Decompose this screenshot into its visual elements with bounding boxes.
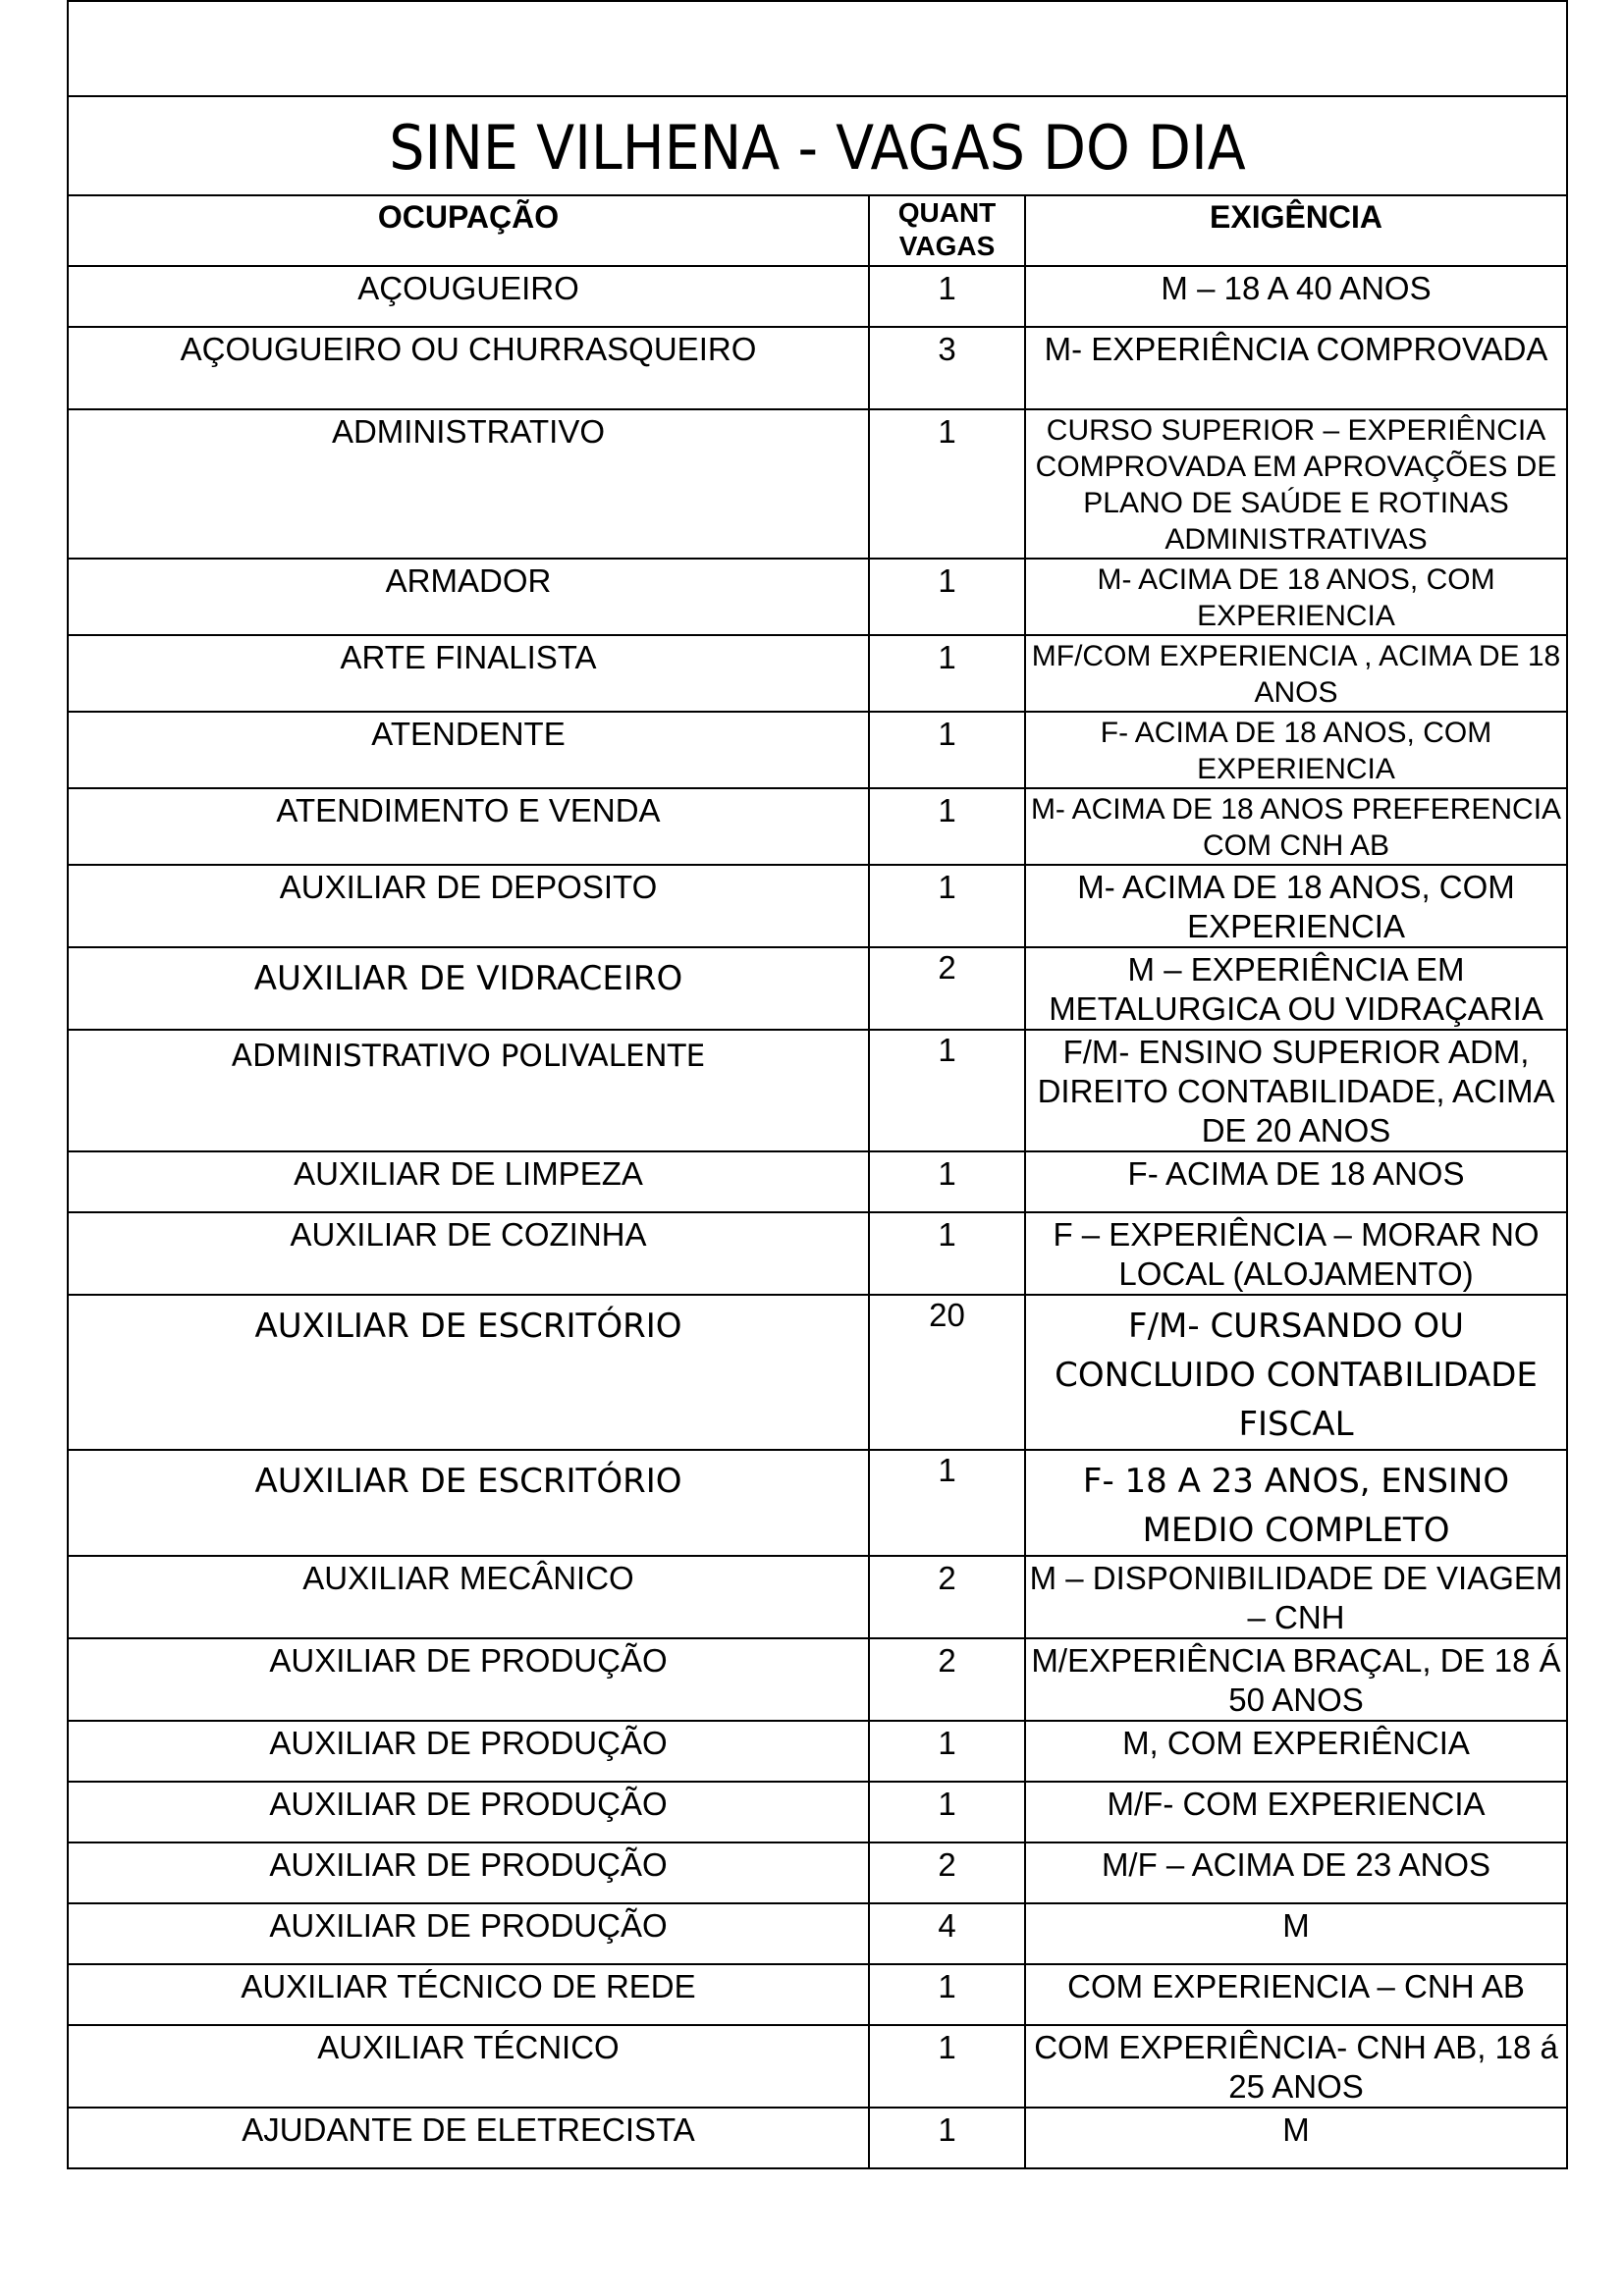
table-row [68, 2025, 1567, 2108]
table-row [68, 1842, 1567, 1903]
occupation-cell [68, 1721, 869, 1782]
requirement-text: M/F- COM EXPERIENCIA [1107, 1786, 1486, 1822]
requirement-text: COM EXPERIÊNCIA- CNH AB, 18 á 25 ANOS [1034, 2029, 1558, 2105]
header-row [68, 195, 1567, 266]
quantity-text: 1 [938, 716, 956, 752]
quantity-cell [869, 1295, 1025, 1450]
requirement-text: M – DISPONIBILIDADE DE VIAGEM – CNH [1029, 1560, 1563, 1635]
requirement-text: F- ACIMA DE 18 ANOS [1127, 1155, 1465, 1192]
table-row [68, 1295, 1567, 1450]
quantity-cell [869, 635, 1025, 712]
quantity-text: 1 [938, 1786, 956, 1822]
quantity-text: 1 [938, 2029, 956, 2065]
table-row [68, 1782, 1567, 1842]
quantity-cell [869, 1450, 1025, 1556]
occupation-text: AUXILIAR DE PRODUÇÃO [269, 1907, 668, 1944]
table-row [68, 1030, 1567, 1151]
table-row [68, 788, 1567, 865]
occupation-text: ARTE FINALISTA [340, 639, 597, 675]
requirement-cell [1025, 1030, 1567, 1151]
table-row [68, 327, 1567, 409]
occupation-text: AUXILIAR DE VIDRACEIRO [253, 959, 683, 998]
requirement-cell [1025, 1721, 1567, 1782]
occupation-cell [68, 1782, 869, 1842]
table-row [68, 1721, 1567, 1782]
occupation-cell [68, 712, 869, 788]
quantity-cell [869, 712, 1025, 788]
requirement-text: M- ACIMA DE 18 ANOS PREFERENCIA COM CNH AB [1030, 793, 1562, 862]
table-row [68, 2108, 1567, 2168]
requirement-cell [1025, 635, 1567, 712]
blank-top-row [68, 1, 1567, 96]
occupation-text: ADMINISTRATIVO POLIVALENTE [231, 1039, 706, 1074]
requirement-cell [1025, 1638, 1567, 1721]
quantity-text: 2 [938, 1560, 956, 1596]
quantity-cell [869, 788, 1025, 865]
quantity-text: 1 [938, 1155, 956, 1192]
quantity-cell [869, 947, 1025, 1030]
header-occupation [68, 195, 869, 266]
quantity-text: 1 [938, 1725, 956, 1761]
requirement-text: M [1282, 2111, 1310, 2148]
occupation-text: AÇOUGUEIRO OU CHURRASQUEIRO [180, 331, 757, 367]
requirement-text: CURSO SUPERIOR – EXPERIÊNCIA COMPROVADA EM APROVAÇÕES DE PLANO DE SAÚDE E ROTINAS ADMINISTRATIVAS [1035, 414, 1557, 556]
requirement-text: F/M- CURSANDO OU CONCLUIDO CONTABILIDADE FISCAL [1055, 1307, 1538, 1444]
quantity-cell [869, 1212, 1025, 1295]
requirement-cell [1025, 2108, 1567, 2168]
title-cell [68, 96, 1567, 195]
header-requirement [1025, 195, 1567, 266]
requirement-cell [1025, 1782, 1567, 1842]
quantity-cell [869, 559, 1025, 635]
occupation-cell [68, 1212, 869, 1295]
requirement-text: M – EXPERIÊNCIA EM METALURGICA OU VIDRAÇARIA [1049, 951, 1543, 1027]
requirement-text: M/F – ACIMA DE 23 ANOS [1101, 1846, 1491, 1883]
occupation-text: ATENDENTE [371, 716, 566, 752]
job-vacancies-table [67, 0, 1568, 2169]
occupation-cell [68, 1450, 869, 1556]
quantity-text: 1 [938, 270, 956, 306]
occupation-text: AUXILIAR TÉCNICO [317, 2029, 620, 2065]
table-row [68, 1450, 1567, 1556]
occupation-cell [68, 559, 869, 635]
quantity-text: 1 [938, 413, 956, 450]
occupation-text: AUXILIAR DE COZINHA [290, 1216, 647, 1253]
occupation-cell [68, 409, 869, 559]
table-row [68, 635, 1567, 712]
quantity-cell [869, 1964, 1025, 2025]
quantity-cell [869, 1903, 1025, 1964]
table-row [68, 947, 1567, 1030]
quantity-text: 2 [938, 949, 956, 986]
occupation-cell [68, 2108, 869, 2168]
requirement-cell [1025, 2025, 1567, 2108]
occupation-cell [68, 1151, 869, 1212]
quantity-text: 1 [938, 562, 956, 599]
table-row [68, 1638, 1567, 1721]
blank-cell [68, 1, 1567, 96]
quantity-cell [869, 1030, 1025, 1151]
occupation-text: AJUDANTE DE ELETRECISTA [242, 2111, 695, 2148]
table-row [68, 266, 1567, 327]
requirement-text: M [1282, 1907, 1310, 1944]
quantity-text: 20 [929, 1297, 965, 1333]
quantity-text: 1 [938, 639, 956, 675]
page-title: SINE VILHENA - VAGAS DO DIA [389, 112, 1246, 184]
occupation-text: ARMADOR [385, 562, 552, 599]
requirement-text: MF/COM EXPERIENCIA , ACIMA DE 18 ANOS [1031, 640, 1561, 709]
requirement-cell [1025, 1295, 1567, 1450]
requirement-text: M- ACIMA DE 18 ANOS, COM EXPERIENCIA [1097, 563, 1495, 632]
occupation-text: AÇOUGUEIRO [357, 270, 579, 306]
table-row [68, 409, 1567, 559]
requirement-cell [1025, 865, 1567, 947]
table-row [68, 1903, 1567, 1964]
table-row [68, 712, 1567, 788]
requirement-text: M – 18 A 40 ANOS [1161, 270, 1432, 306]
occupation-text: AUXILIAR DE PRODUÇÃO [269, 1786, 668, 1822]
title-row [68, 96, 1567, 195]
requirement-cell [1025, 1151, 1567, 1212]
header-quantity [869, 195, 1025, 266]
quantity-cell [869, 2025, 1025, 2108]
header-quantity-line2: VAGAS [898, 231, 996, 261]
table-row [68, 1212, 1567, 1295]
quantity-text: 1 [938, 1968, 956, 2004]
occupation-cell [68, 1638, 869, 1721]
occupation-cell [68, 1030, 869, 1151]
requirement-cell [1025, 1212, 1567, 1295]
quantity-cell [869, 865, 1025, 947]
occupation-cell [68, 947, 869, 1030]
occupation-cell [68, 788, 869, 865]
quantity-text: 3 [938, 331, 956, 367]
occupation-cell [68, 1556, 869, 1638]
requirement-text: F- 18 A 23 ANOS, ENSINO MEDIO COMPLETO [1082, 1462, 1510, 1550]
quantity-cell [869, 2108, 1025, 2168]
occupation-text: AUXILIAR MECÂNICO [302, 1560, 634, 1596]
quantity-cell [869, 1721, 1025, 1782]
occupation-text: AUXILIAR DE PRODUÇÃO [269, 1725, 668, 1761]
requirement-text: F – EXPERIÊNCIA – MORAR NO LOCAL (ALOJAMENTO) [1053, 1216, 1540, 1292]
requirement-cell [1025, 409, 1567, 559]
requirement-cell [1025, 327, 1567, 409]
occupation-cell [68, 1964, 869, 2025]
occupation-cell [68, 266, 869, 327]
occupation-cell [68, 2025, 869, 2108]
requirement-text: M/EXPERIÊNCIA BRAÇAL, DE 18 Á 50 ANOS [1031, 1642, 1561, 1718]
quantity-text: 2 [938, 1846, 956, 1883]
occupation-cell [68, 1842, 869, 1903]
occupation-text: AUXILIAR DE PRODUÇÃO [269, 1642, 668, 1679]
requirement-cell [1025, 1903, 1567, 1964]
quantity-text: 1 [938, 2111, 956, 2148]
quantity-cell [869, 1556, 1025, 1638]
occupation-cell [68, 327, 869, 409]
header-quantity-line1: QUANT [897, 197, 997, 228]
occupation-text: ADMINISTRATIVO [331, 413, 606, 450]
requirement-cell [1025, 266, 1567, 327]
occupation-text: AUXILIAR DE ESCRITÓRIO [254, 1307, 682, 1346]
quantity-cell [869, 1782, 1025, 1842]
occupation-text: AUXILIAR DE DEPOSITO [279, 869, 658, 905]
quantity-text: 1 [938, 1452, 956, 1488]
quantity-cell [869, 409, 1025, 559]
requirement-text: M, COM EXPERIÊNCIA [1122, 1725, 1470, 1761]
quantity-cell [869, 327, 1025, 409]
quantity-cell [869, 1638, 1025, 1721]
quantity-text: 2 [938, 1642, 956, 1679]
table-body [68, 266, 1567, 2168]
table-row [68, 1151, 1567, 1212]
requirement-cell [1025, 1842, 1567, 1903]
quantity-text: 1 [938, 869, 956, 905]
occupation-cell [68, 635, 869, 712]
requirement-text: COM EXPERIENCIA – CNH AB [1067, 1968, 1525, 2004]
occupation-text: ATENDIMENTO E VENDA [276, 792, 661, 828]
table-row [68, 1556, 1567, 1638]
occupation-cell [68, 1295, 869, 1450]
table-row [68, 1964, 1567, 2025]
requirement-text: M- ACIMA DE 18 ANOS, COM EXPERIENCIA [1077, 869, 1515, 944]
table-row [68, 559, 1567, 635]
requirement-text: M- EXPERIÊNCIA COMPROVADA [1044, 331, 1548, 367]
quantity-text: 1 [938, 792, 956, 828]
requirement-text: F- ACIMA DE 18 ANOS, COM EXPERIENCIA [1100, 717, 1492, 785]
header-occupation-label: OCUPAÇÃO [377, 199, 560, 235]
occupation-text: AUXILIAR DE PRODUÇÃO [269, 1846, 668, 1883]
occupation-cell [68, 1903, 869, 1964]
quantity-text: 1 [938, 1032, 956, 1068]
requirement-cell [1025, 947, 1567, 1030]
quantity-cell [869, 1151, 1025, 1212]
table-row [68, 865, 1567, 947]
quantity-cell [869, 1842, 1025, 1903]
quantity-text: 4 [938, 1907, 956, 1944]
header-requirement-label: EXIGÊNCIA [1210, 199, 1383, 235]
requirement-cell [1025, 1556, 1567, 1638]
requirement-text: F/M- ENSINO SUPERIOR ADM, DIREITO CONTABILIDADE, ACIMA DE 20 ANOS [1037, 1034, 1555, 1148]
requirement-cell [1025, 1964, 1567, 2025]
requirement-cell [1025, 788, 1567, 865]
occupation-text: AUXILIAR DE LIMPEZA [294, 1155, 643, 1192]
requirement-cell [1025, 712, 1567, 788]
occupation-cell [68, 865, 869, 947]
quantity-text: 1 [938, 1216, 956, 1253]
occupation-text: AUXILIAR DE ESCRITÓRIO [254, 1462, 682, 1501]
requirement-cell [1025, 559, 1567, 635]
requirement-cell [1025, 1450, 1567, 1556]
occupation-text: AUXILIAR TÉCNICO DE REDE [241, 1968, 696, 2004]
quantity-cell [869, 266, 1025, 327]
